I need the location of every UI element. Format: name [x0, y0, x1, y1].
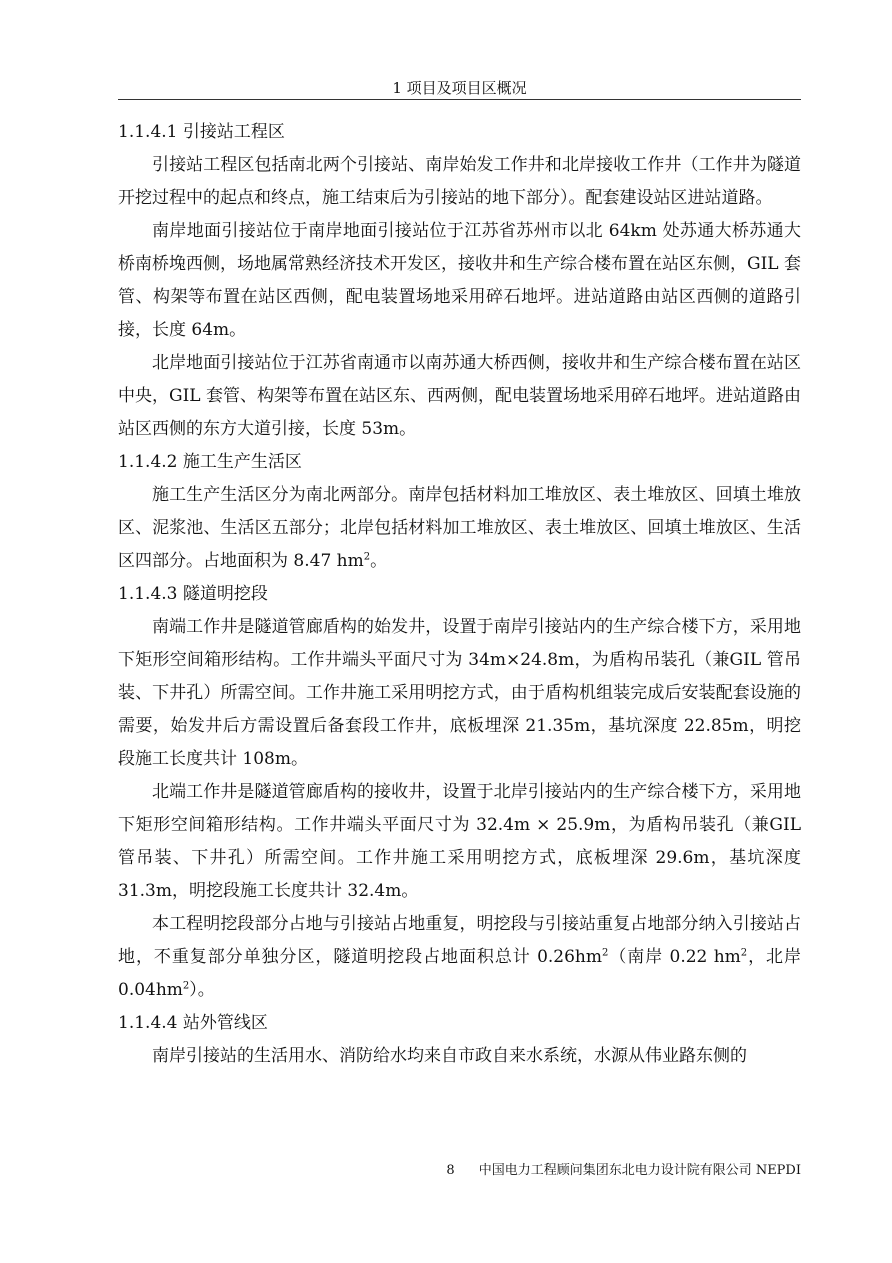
- header-rule: [118, 99, 801, 100]
- paragraph: 北端工作井是隧道管廊盾构的接收井，设置于北岸引接站内的生产综合楼下方，采用地下矩形空间箱形结构。工作井端头平面尺寸为 32.4m × 25.9m，为盾构吊装孔（兼GIL 管吊装、下井孔）所需空间。工作井施工采用明挖方式，底板埋深 29.6m，基坑深度 31.3m，明挖段施工长度共计 32.4m。: [118, 782, 801, 901]
- paragraph: 南岸地面引接站位于南岸地面引接站位于江苏省苏州市以北 64km 处苏通大桥苏通大桥南桥堍西侧，场地属常熟经济技术开发区，接收井和生产综合楼布置在站区东侧，GIL 套管、构架等布置在站区西侧，配电装置场地采用碎石地坪。进站道路由站区西侧的道路引接，长度 64m。: [118, 221, 801, 340]
- paragraph-tail: 。: [370, 551, 388, 571]
- footer-organization: 中国电力工程顾问集团东北电力设计院有限公司 NEPDI: [478, 1163, 801, 1178]
- page-footer: [400, 1162, 801, 1180]
- paragraph: [118, 908, 801, 1007]
- paragraph-text: 本工程明挖段部分占地与引接站占地重复，明挖段与引接站重复占地部分纳入引接站占地，不重复部分单独分区，隧道明挖段占地面积总计 0.26hm: [118, 914, 801, 967]
- paragraph: 北岸地面引接站位于江苏省南通市以南苏通大桥西侧，接收井和生产综合楼布置在站区中央，GIL 套管、构架等布置在站区东、西两侧，配电装置场地采用碎石地坪。进站道路由站区西侧的东方大道引接，长度 53m。: [118, 353, 801, 439]
- section-heading-1-1-4-1: 1.1.4.1 引接站工程区: [118, 122, 285, 142]
- paragraph: 南岸引接站的生活用水、消防给水均来自市政自来水系统，水源从伟业路东侧的: [152, 1046, 747, 1066]
- page-number: 8: [446, 1163, 455, 1178]
- superscript: 2: [182, 980, 190, 992]
- paragraph: [118, 479, 801, 578]
- paragraph-text: （南岸 0.22 hm: [608, 947, 741, 967]
- superscript: 2: [740, 947, 748, 959]
- paragraph: 南端工作井是隧道管廊盾构的始发井，设置于南岸引接站内的生产综合楼下方，采用地下矩形空间箱形结构。工作井端头平面尺寸为 34m×24.8m，为盾构吊装孔（兼GIL 管吊装、下井孔）所需空间。工作井施工采用明挖方式，由于盾构机组装完成后安装配套设施的需要，始发井后方需设置后备套段工作井，底板埋深 21.35m，基坑深度 22.85m，明挖段施工长度共计 108m。: [118, 617, 801, 769]
- running-header: [118, 78, 801, 98]
- paragraph: 引接站工程区包括南北两个引接站、南岸始发工作井和北岸接收工作井（工作井为隧道开挖过程中的起点和终点，施工结束后为引接站的地下部分）。配套建设站区进站道路。: [118, 155, 801, 208]
- paragraph-text: ，北岸 0.04hm: [118, 947, 802, 1000]
- paragraph-text: 施工生产生活区分为南北两部分。南岸包括材料加工堆放区、表土堆放区、回填土堆放区、泥浆池、生活区五部分；北岸包括材料加工堆放区、表土堆放区、回填土堆放区、生活区四部分。占地面积为 8.47 hm: [118, 485, 801, 571]
- section-heading-1-1-4-2: 1.1.4.2 施工生产生活区: [118, 452, 302, 472]
- paragraph-text: ）。: [189, 980, 215, 1000]
- superscript: 2: [602, 947, 609, 959]
- page-body: [118, 116, 801, 1073]
- header-title: 1 项目及项目区概况: [392, 79, 527, 97]
- superscript: 2: [363, 551, 371, 563]
- section-heading-1-1-4-4: 1.1.4.4 站外管线区: [118, 1013, 268, 1033]
- section-heading-1-1-4-3: 1.1.4.3 隧道明挖段: [118, 584, 268, 604]
